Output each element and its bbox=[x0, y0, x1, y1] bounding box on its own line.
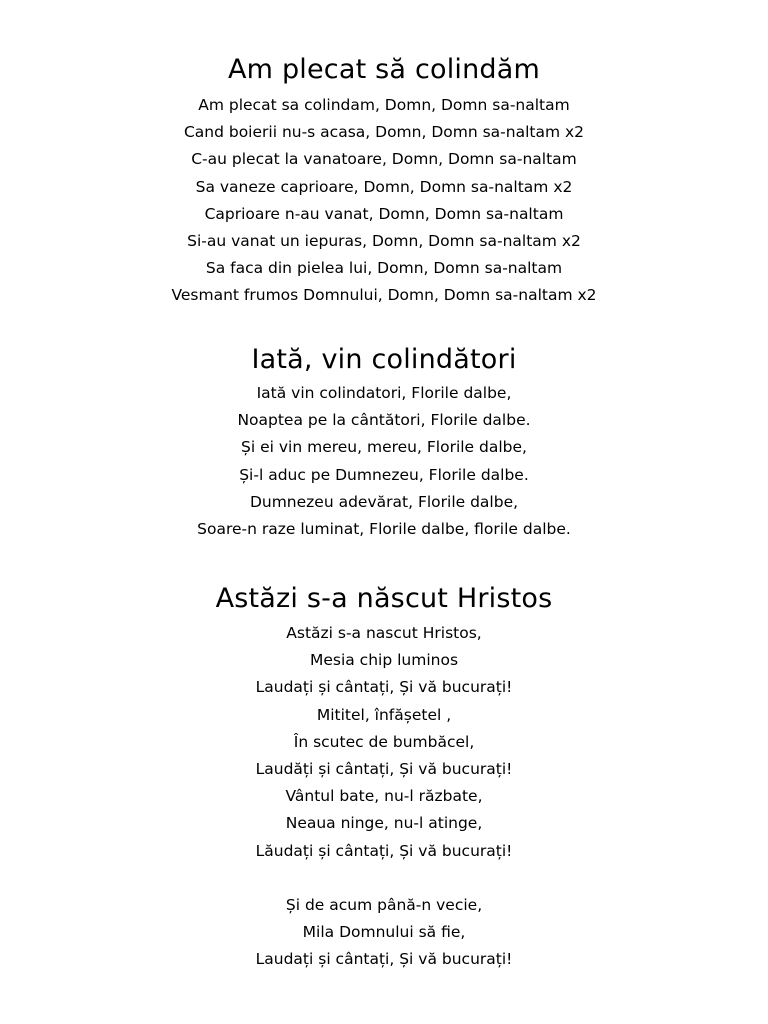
song-title: Am plecat să colindăm bbox=[227, 54, 541, 85]
lyric-line: Noaptea pe la cântători, Florile dalbe. bbox=[237, 411, 531, 430]
lyric-line: Lăudați și cântați, Și vă bucurați! bbox=[255, 841, 513, 860]
song-lyrics bbox=[0, 620, 768, 974]
lyric-line: Mesia chip luminos bbox=[309, 651, 459, 670]
song-iata-vin-colindatori bbox=[0, 342, 768, 543]
lyric-line: Mila Domnului să fie, bbox=[302, 923, 466, 942]
lyric-line: Laudăți și cântați, Și vă bucurați! bbox=[255, 760, 513, 779]
stanza-break bbox=[0, 865, 768, 892]
song-lyrics bbox=[0, 380, 768, 543]
song-title: Astăzi s-a născut Hristos bbox=[215, 583, 553, 614]
lyric-line: Si-au vanat un iepuras, Domn, Domn sa-naltam x2 bbox=[187, 232, 581, 251]
lyric-line: Caprioare n-au vanat, Domn, Domn sa-naltam bbox=[204, 204, 564, 223]
lyric-line: Mititel, înfășetel , bbox=[316, 705, 452, 724]
lyric-line: În scutec de bumbăcel, bbox=[293, 732, 475, 751]
lyric-line: Laudați și cântați, Și vă bucurați! bbox=[255, 678, 513, 697]
lyric-line: C-au plecat la vanatoare, Domn, Domn sa-naltam bbox=[191, 150, 577, 169]
lyric-line: Sa vaneze caprioare, Domn, Domn sa-naltam x2 bbox=[195, 177, 573, 196]
song-am-plecat-sa-colindam bbox=[0, 52, 768, 310]
lyric-line: Laudați și cântați, Și vă bucurați! bbox=[255, 950, 513, 969]
lyric-line: Și de acum până-n vecie, bbox=[285, 896, 483, 915]
lyric-line: Cand boierii nu-s acasa, Domn, Domn sa-naltam x2 bbox=[183, 123, 585, 142]
lyric-line: Vesmant frumos Domnului, Domn, Domn sa-naltam x2 bbox=[171, 286, 597, 305]
song-astazi-s-a-nascut-hristos bbox=[0, 581, 768, 974]
lyric-line: Sa faca din pielea lui, Domn, Domn sa-naltam bbox=[205, 259, 563, 278]
lyric-line: Și ei vin mereu, mereu, Florile dalbe, bbox=[241, 438, 527, 457]
lyric-line: Neaua ninge, nu-l atinge, bbox=[285, 814, 483, 833]
song-lyrics bbox=[0, 92, 768, 310]
lyric-line: Astăzi s-a nascut Hristos, bbox=[286, 624, 482, 642]
lyric-line: Și-l aduc pe Dumnezeu, Florile dalbe. bbox=[239, 465, 529, 484]
lyric-line: Soare-n raze luminat, Florile dalbe, florile dalbe. bbox=[197, 520, 571, 539]
song-title: Iată, vin colindători bbox=[251, 344, 517, 375]
lyric-line: Iată vin colindatori, Florile dalbe, bbox=[256, 384, 512, 402]
lyric-line: Dumnezeu adevărat, Florile dalbe, bbox=[249, 492, 519, 511]
lyric-line: Am plecat sa colindam, Domn, Domn sa-naltam bbox=[198, 96, 570, 114]
lyric-line: Vântul bate, nu-l răzbate, bbox=[285, 787, 483, 806]
